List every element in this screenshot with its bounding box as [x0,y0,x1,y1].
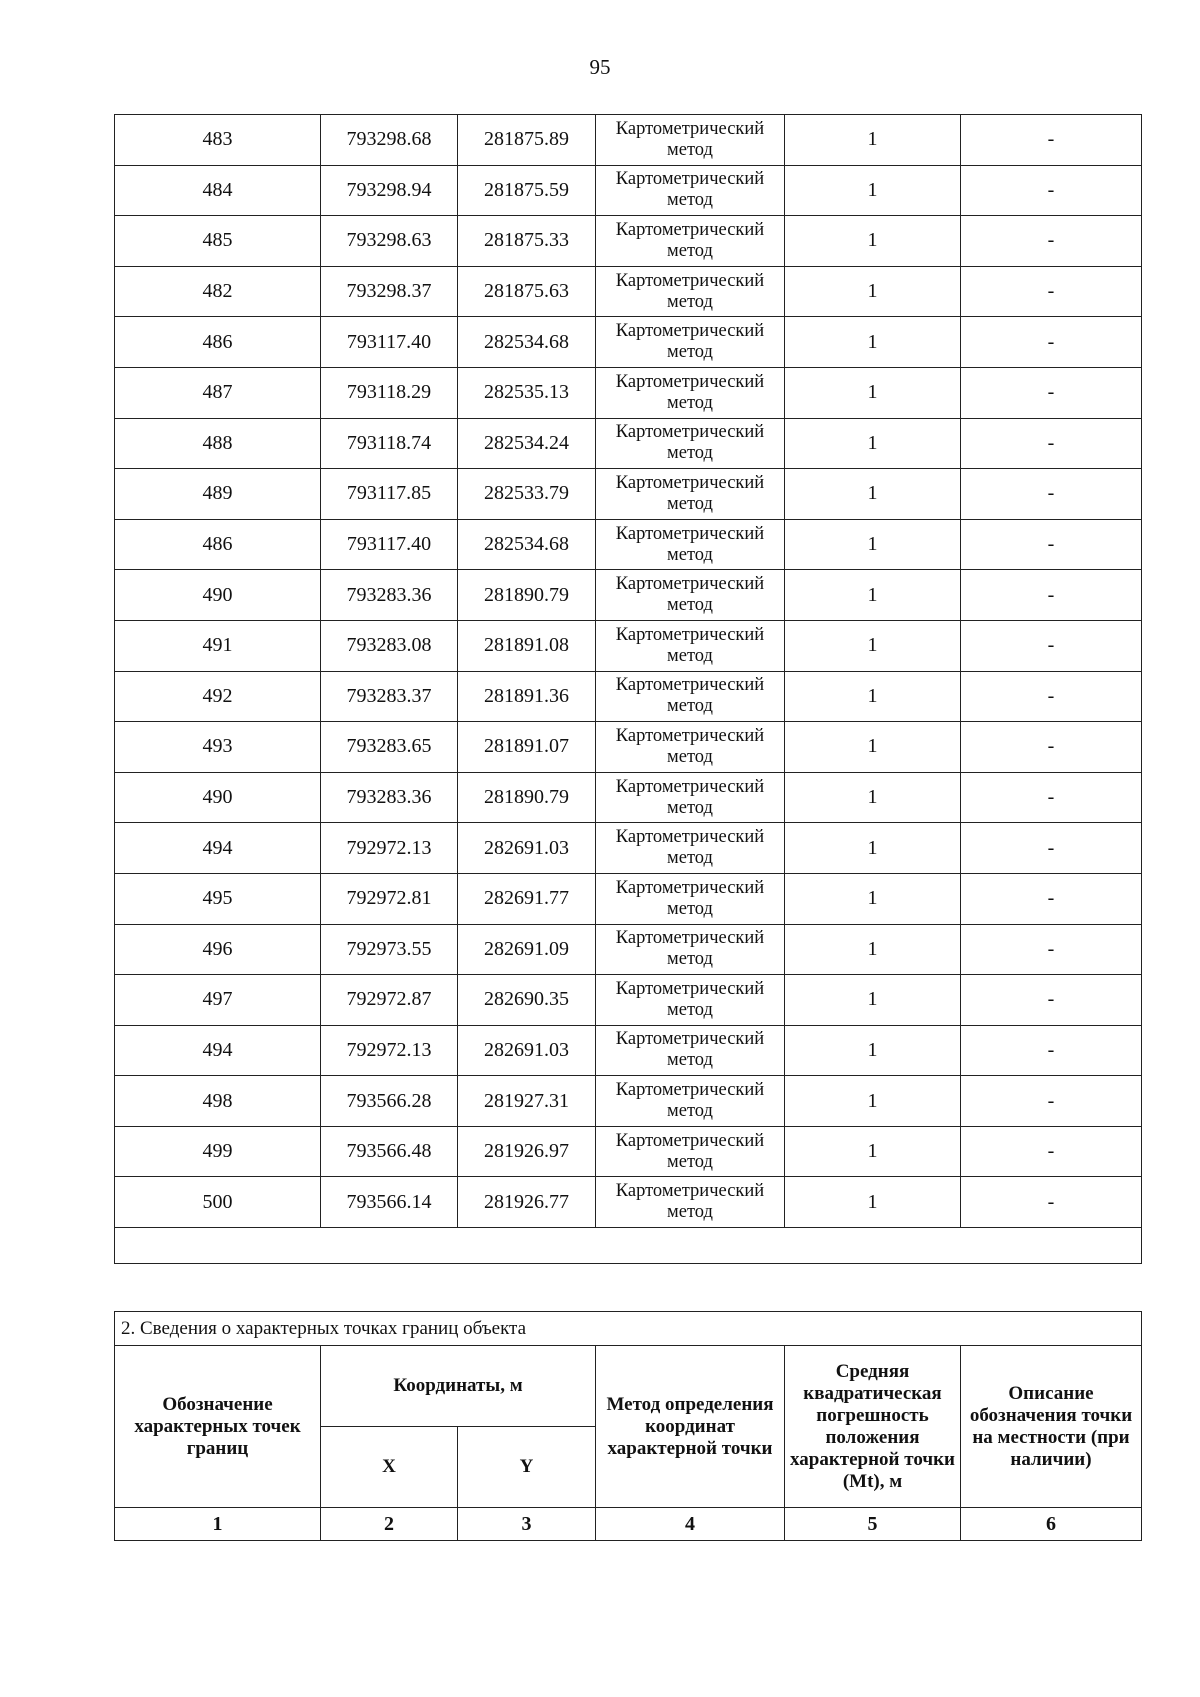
description-cell: - [961,519,1142,570]
y-coordinate-cell: 281875.89 [458,115,596,166]
column-number: 2 [321,1508,458,1541]
description-cell: - [961,975,1142,1026]
x-coordinate-cell: 793283.65 [321,722,458,773]
x-coordinate-cell: 793118.29 [321,367,458,418]
point-cell: 497 [115,975,321,1026]
description-cell: - [961,418,1142,469]
method-cell: Картометрический метод [596,1126,785,1177]
header-x: X [321,1427,458,1508]
method-cell: Картометрический метод [596,469,785,520]
header-y: Y [458,1427,596,1508]
table-row [115,418,1142,469]
description-cell: - [961,165,1142,216]
method-cell: Картометрический метод [596,671,785,722]
method-cell: Картометрический метод [596,975,785,1026]
table-row [115,519,1142,570]
header-row [115,1346,1142,1427]
table-row [115,367,1142,418]
y-coordinate-cell: 281890.79 [458,570,596,621]
point-cell: 500 [115,1177,321,1228]
description-cell: - [961,469,1142,520]
x-coordinate-cell: 793283.36 [321,570,458,621]
accuracy-cell: 1 [785,469,961,520]
accuracy-cell: 1 [785,722,961,773]
y-coordinate-cell: 282690.35 [458,975,596,1026]
table-row [115,823,1142,874]
accuracy-cell: 1 [785,1025,961,1076]
accuracy-cell: 1 [785,266,961,317]
method-cell: Картометрический метод [596,823,785,874]
x-coordinate-cell: 793117.40 [321,519,458,570]
description-cell: - [961,873,1142,924]
table-row [115,873,1142,924]
table-row [115,266,1142,317]
y-coordinate-cell: 281927.31 [458,1076,596,1127]
description-cell: - [961,1025,1142,1076]
x-coordinate-cell: 793298.37 [321,266,458,317]
point-cell: 486 [115,317,321,368]
x-coordinate-cell: 792973.55 [321,924,458,975]
y-coordinate-cell: 282535.13 [458,367,596,418]
column-number: 6 [961,1508,1142,1541]
x-coordinate-cell: 793283.08 [321,620,458,671]
accuracy-cell: 1 [785,873,961,924]
method-cell: Картометрический метод [596,519,785,570]
point-cell: 499 [115,1126,321,1177]
table-row [115,317,1142,368]
x-coordinate-cell: 793117.40 [321,317,458,368]
accuracy-cell: 1 [785,367,961,418]
empty-row [115,1228,1142,1264]
point-cell: 488 [115,418,321,469]
x-coordinate-cell: 793298.94 [321,165,458,216]
x-coordinate-cell: 793283.37 [321,671,458,722]
description-cell: - [961,367,1142,418]
table-row [115,620,1142,671]
header-coords: Координаты, м [321,1346,596,1427]
section-title: 2. Сведения о характерных точках границ объекта [115,1312,1142,1346]
y-coordinate-cell: 281891.07 [458,722,596,773]
point-cell: 495 [115,873,321,924]
y-coordinate-cell: 282691.77 [458,873,596,924]
header-description: Описание обозначения точки на местности (при наличии) [961,1346,1142,1508]
method-cell: Картометрический метод [596,1025,785,1076]
point-cell: 490 [115,772,321,823]
accuracy-cell: 1 [785,165,961,216]
accuracy-cell: 1 [785,570,961,621]
accuracy-cell: 1 [785,418,961,469]
table-row [115,924,1142,975]
description-cell: - [961,216,1142,267]
description-cell: - [961,115,1142,166]
table-row [115,1177,1142,1228]
description-cell: - [961,772,1142,823]
description-cell: - [961,317,1142,368]
method-cell: Картометрический метод [596,1177,785,1228]
accuracy-cell: 1 [785,317,961,368]
point-cell: 494 [115,823,321,874]
point-cell: 485 [115,216,321,267]
y-coordinate-cell: 281875.59 [458,165,596,216]
accuracy-cell: 1 [785,216,961,267]
method-cell: Картометрический метод [596,115,785,166]
y-coordinate-cell: 281890.79 [458,772,596,823]
table-row [115,975,1142,1026]
coordinates-table [114,114,1142,1264]
accuracy-cell: 1 [785,975,961,1026]
x-coordinate-cell: 793283.36 [321,772,458,823]
accuracy-cell: 1 [785,115,961,166]
accuracy-cell: 1 [785,772,961,823]
table-row [115,1076,1142,1127]
x-coordinate-cell: 793117.85 [321,469,458,520]
table-row [115,115,1142,166]
section2-header-table [114,1311,1142,1541]
y-coordinate-cell: 281891.08 [458,620,596,671]
table-row [115,570,1142,621]
accuracy-cell: 1 [785,671,961,722]
header-point: Обозначение характерных точек границ [115,1346,321,1508]
table-row [115,1025,1142,1076]
accuracy-cell: 1 [785,1126,961,1177]
page-number: 95 [589,55,611,79]
x-coordinate-cell: 793298.68 [321,115,458,166]
method-cell: Картометрический метод [596,772,785,823]
method-cell: Картометрический метод [596,873,785,924]
x-coordinate-cell: 792972.87 [321,975,458,1026]
y-coordinate-cell: 281926.97 [458,1126,596,1177]
accuracy-cell: 1 [785,924,961,975]
y-coordinate-cell: 282534.68 [458,519,596,570]
method-cell: Картометрический метод [596,418,785,469]
point-cell: 487 [115,367,321,418]
y-coordinate-cell: 282534.24 [458,418,596,469]
method-cell: Картометрический метод [596,722,785,773]
y-coordinate-cell: 281891.36 [458,671,596,722]
point-cell: 489 [115,469,321,520]
y-coordinate-cell: 282691.03 [458,1025,596,1076]
method-cell: Картометрический метод [596,1076,785,1127]
description-cell: - [961,924,1142,975]
point-cell: 498 [115,1076,321,1127]
accuracy-cell: 1 [785,620,961,671]
description-cell: - [961,620,1142,671]
y-coordinate-cell: 281875.33 [458,216,596,267]
coordinates-table-body [115,115,1142,1264]
accuracy-cell: 1 [785,823,961,874]
method-cell: Картометрический метод [596,367,785,418]
method-cell: Картометрический метод [596,165,785,216]
accuracy-cell: 1 [785,1076,961,1127]
x-coordinate-cell: 792972.13 [321,1025,458,1076]
point-cell: 496 [115,924,321,975]
table-row [115,165,1142,216]
table-row [115,722,1142,773]
method-cell: Картометрический метод [596,570,785,621]
description-cell: - [961,1177,1142,1228]
y-coordinate-cell: 282534.68 [458,317,596,368]
table-row [115,216,1142,267]
header-accuracy: Средняя квадратическая погрешность положения характерной точки (Mt), м [785,1346,961,1508]
x-coordinate-cell: 792972.13 [321,823,458,874]
x-coordinate-cell: 793118.74 [321,418,458,469]
point-cell: 490 [115,570,321,621]
y-coordinate-cell: 282691.09 [458,924,596,975]
method-cell: Картометрический метод [596,266,785,317]
table-row [115,1126,1142,1177]
table-row [115,772,1142,823]
method-cell: Картометрический метод [596,317,785,368]
y-coordinate-cell: 281926.77 [458,1177,596,1228]
description-cell: - [961,1126,1142,1177]
point-cell: 492 [115,671,321,722]
column-number: 3 [458,1508,596,1541]
table-row [115,671,1142,722]
description-cell: - [961,1076,1142,1127]
description-cell: - [961,823,1142,874]
column-number: 1 [115,1508,321,1541]
method-cell: Картометрический метод [596,216,785,267]
point-cell: 491 [115,620,321,671]
x-coordinate-cell: 792972.81 [321,873,458,924]
description-cell: - [961,266,1142,317]
x-coordinate-cell: 793298.63 [321,216,458,267]
description-cell: - [961,671,1142,722]
table-row [115,469,1142,520]
point-cell: 482 [115,266,321,317]
column-number: 5 [785,1508,961,1541]
y-coordinate-cell: 282691.03 [458,823,596,874]
point-cell: 493 [115,722,321,773]
description-cell: - [961,570,1142,621]
method-cell: Картометрический метод [596,924,785,975]
point-cell: 494 [115,1025,321,1076]
y-coordinate-cell: 282533.79 [458,469,596,520]
x-coordinate-cell: 793566.48 [321,1126,458,1177]
accuracy-cell: 1 [785,519,961,570]
header-method: Метод определения координат характерной точки [596,1346,785,1508]
method-cell: Картометрический метод [596,620,785,671]
column-number: 4 [596,1508,785,1541]
y-coordinate-cell: 281875.63 [458,266,596,317]
empty-cell [115,1228,1142,1264]
column-number-row [115,1508,1142,1541]
x-coordinate-cell: 793566.14 [321,1177,458,1228]
point-cell: 483 [115,115,321,166]
description-cell: - [961,722,1142,773]
section-title-row [115,1312,1142,1346]
point-cell: 484 [115,165,321,216]
accuracy-cell: 1 [785,1177,961,1228]
x-coordinate-cell: 793566.28 [321,1076,458,1127]
point-cell: 486 [115,519,321,570]
